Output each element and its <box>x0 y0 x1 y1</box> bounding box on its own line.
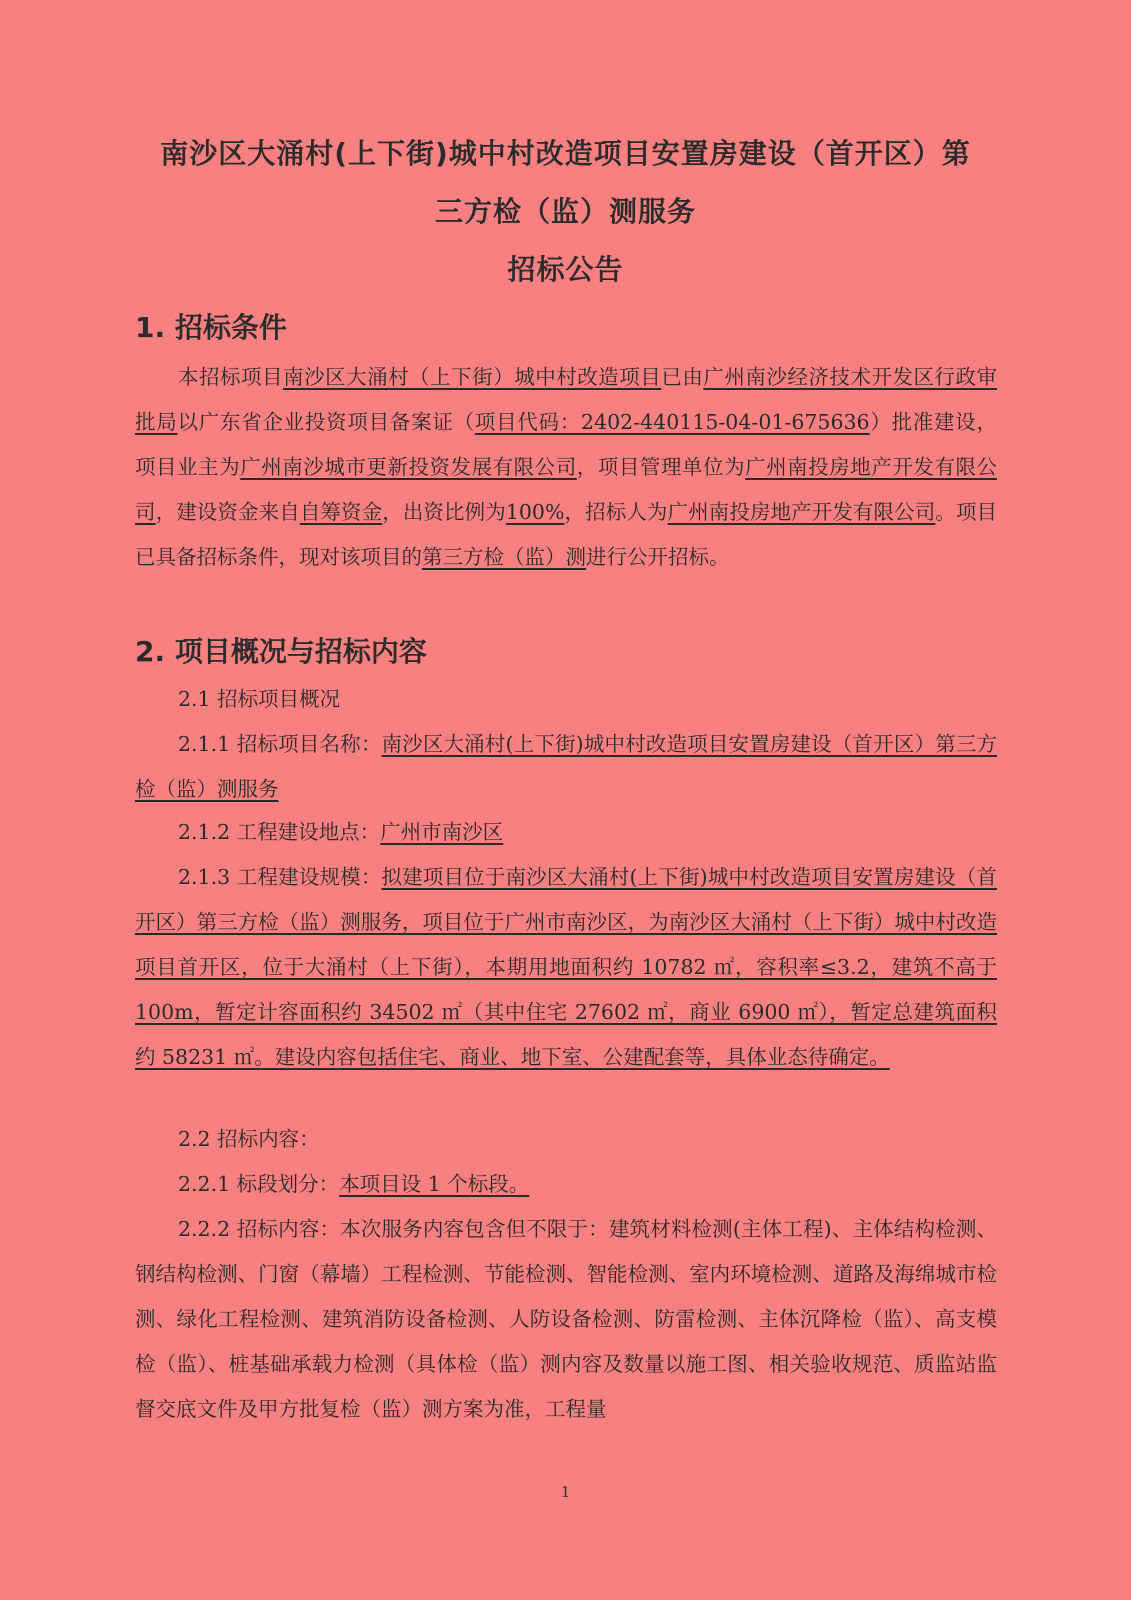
item-2-2-2: 2.2.2 招标内容：本次服务内容包含但不限于：建筑材料检测(主体工程)、主体结构检测、钢结构检测、门窗（幕墙）工程检测、节能检测、智能检测、室内环境检测、道路及海绵城市检测、绿化工程检测、建筑消防设备检测、人防设备检测、防雷检测、主体沉降检（监）、高支模检（监）、桩基础承载力检测（具体检（监）测内容及数量以施工图、相关验收规范、质监站监督交底文件及甲方批复检（监）测方案为准，工程量 <box>135 1217 997 1421</box>
tender-project-name: 南沙区大涌村(上下街)城中村改造项目安置房建设（首开区）第三方检（监）测服务 <box>135 732 997 801</box>
fund-ratio: 100% <box>505 500 565 524</box>
text-run: ，建设资金来自 <box>155 500 300 524</box>
text-run: ，出资比例为 <box>382 500 506 524</box>
text-run: ，项目管理单位为 <box>576 455 746 479</box>
construction-scale: 拟建项目位于南沙区大涌村(上下街)城中村改造项目安置房建设（首开区）第三方检（监）测服务，项目位于广州市南沙区，为南沙区大涌村（上下街）城中村改造项目首开区，位于大涌村（上下街），本期用地面积约 10782 ㎡，容积率≤3.2，建筑不高于 100m，暂定计容面积约 34502 ㎡（其中住宅 27602 ㎡，商业 6900 ㎡），暂定总建筑面积约 58231 ㎡。建设内容包括住宅、商业、地下室、公建配套等，具体业态待确定。 <box>135 865 997 1069</box>
item-2-1-2 <box>135 810 997 855</box>
item-2-1-1 <box>135 722 997 812</box>
approval-authority: 广州南沙经济技术开发区行政审批局 <box>135 365 998 434</box>
tender-subject: 第三方检（监）测 <box>422 545 586 569</box>
section-1-heading: 1. 招标条件 <box>135 311 287 344</box>
title-line-2: 三方检（监）测服务 <box>434 195 696 228</box>
item-label: 2.1.2 工程建设地点： <box>178 820 381 844</box>
page-number: 1 <box>560 1483 571 1501</box>
subsection-2-2: 2.2 招标内容： <box>178 1127 320 1151</box>
fund-source: 自筹资金 <box>299 500 383 524</box>
text-run: ，招标人为 <box>564 500 668 524</box>
project-code: 项目代码：2402-440115-04-01-675636 <box>474 410 870 434</box>
subsection-2-1: 2.1 招标项目概况 <box>178 687 341 711</box>
text-run: 以广东省企业投资项目备案证（ <box>177 410 475 434</box>
section-1-paragraph <box>135 355 997 580</box>
title-line-3: 招标公告 <box>507 253 624 286</box>
item-2-2-1 <box>135 1162 997 1207</box>
section-2-heading: 2. 项目概况与招标内容 <box>135 635 427 668</box>
project-owner: 广州南沙城市更新投资发展有限公司 <box>240 455 577 479</box>
item-2-1-3 <box>135 855 997 1080</box>
text-run: 。项目已具备招标条件，现对该项目的 <box>135 500 998 569</box>
project-name: 南沙区大涌村（上下街）城中村改造项目 <box>283 365 662 389</box>
item-label: 2.1.1 招标项目名称： <box>178 732 382 756</box>
text-run: 进行公开招标。 <box>586 545 730 569</box>
text-run: ）批准建设，项目业主为 <box>135 410 998 479</box>
text-run: 本招标项目 <box>178 365 284 389</box>
item-label: 2.1.3 工程建设规模： <box>178 865 382 889</box>
item-label: 2.2.1 标段划分： <box>178 1172 340 1196</box>
title-line-1: 南沙区大涌村(上下街)城中村改造项目安置房建设（首开区）第 <box>160 137 971 170</box>
management-unit: 广州南投房地产开发有限公司 <box>135 455 998 524</box>
tenderer: 广州南投房地产开发有限公司 <box>667 500 936 524</box>
text-run: 已由 <box>661 365 704 389</box>
lot-division: 本项目设 1 个标段。 <box>339 1172 530 1196</box>
construction-location: 广州市南沙区 <box>380 820 504 844</box>
